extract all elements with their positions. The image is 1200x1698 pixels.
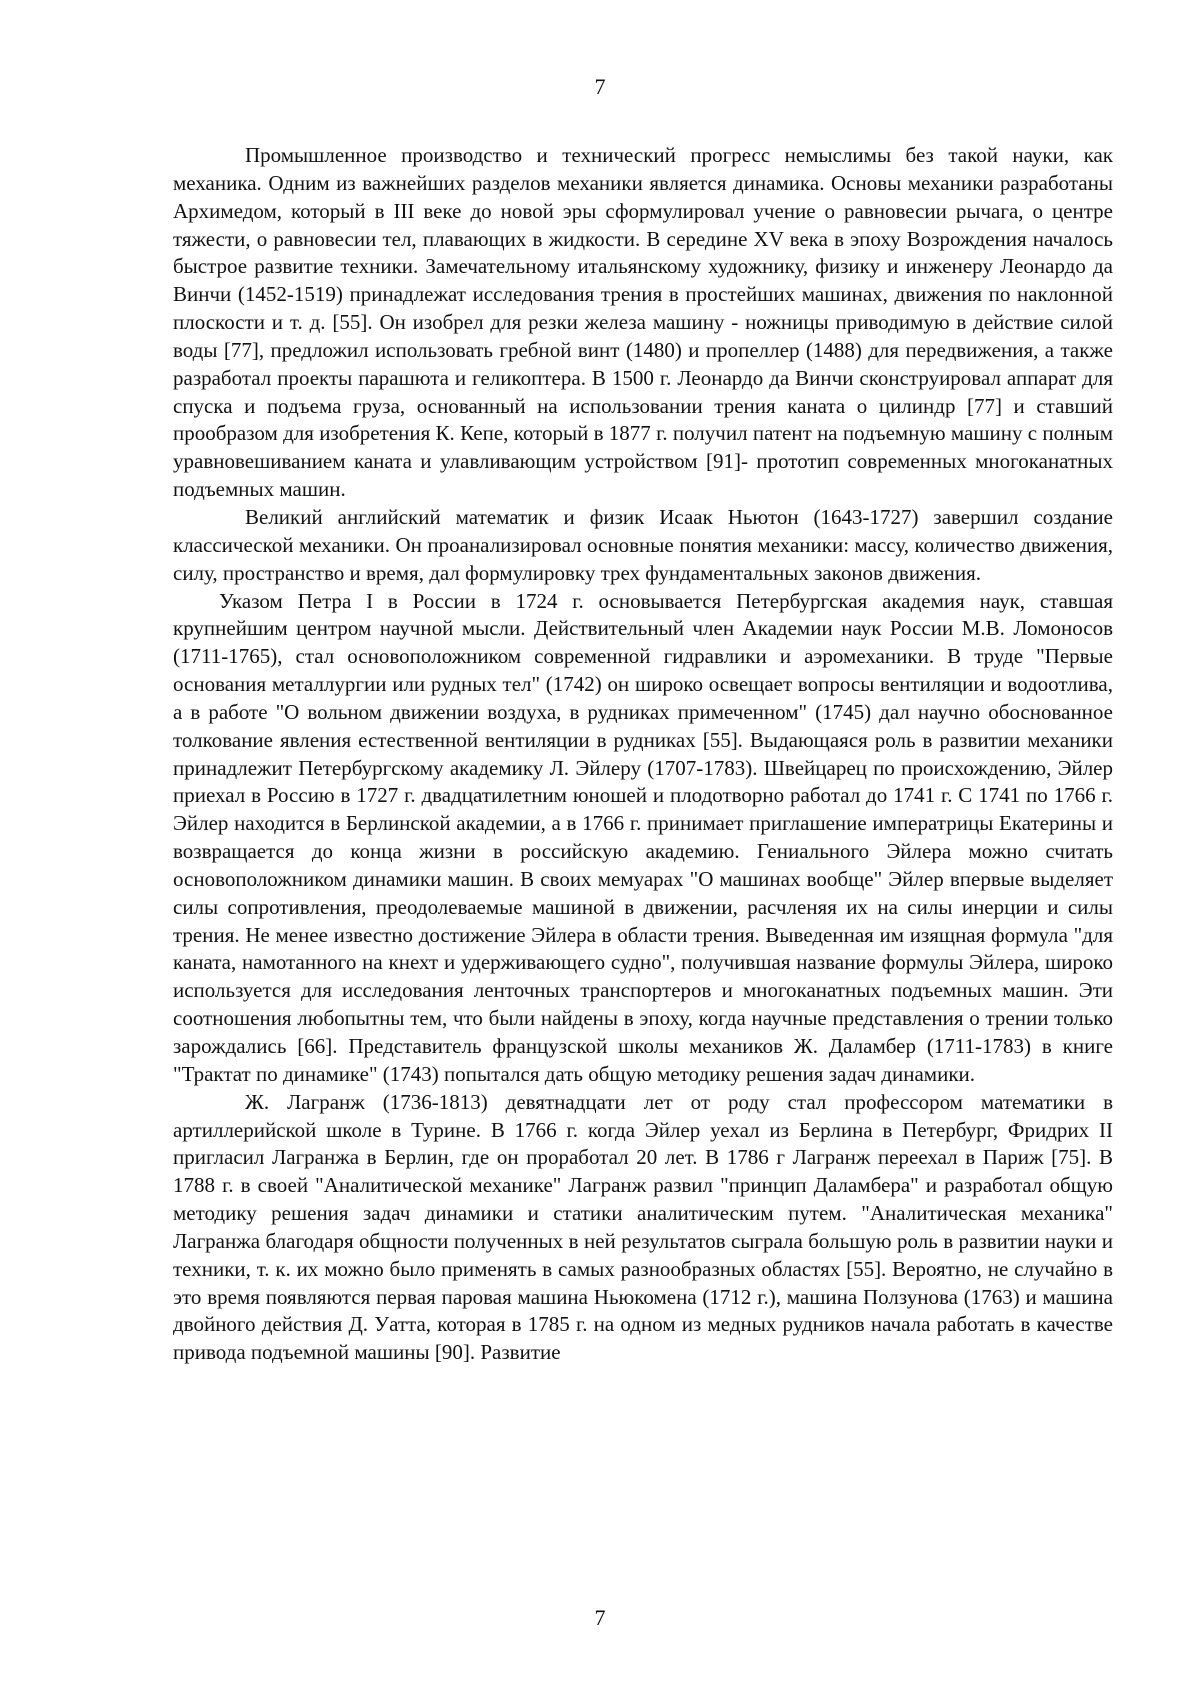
paragraph-mechanics-history: Промышленное производство и технический прогресс немыслимы без такой науки, как механика. Одним из важнейших разделов механики является динамика. Основы механики разработаны Архимедом, который в III веке до новой эры сформулировал учение о равновесии рычага, о центре тяжести, о равновесии тел, плавающих в жидкости. В середине XV века в эпоху Возрождения началось быстрое развитие техники. Замечательному итальянскому художнику, физику и инженеру Леонардо да Винчи (1452-1519) принадлежат исследования трения в простейших машинах, движения по наклонной плоскости и т. д. [55]. Он изобрел для резки железа машину - ножницы приводимую в действие силой воды [77], предложил использовать гребной винт (1480) и пропеллер (1488) для передвижения, а также разработал проекты парашюта и геликоптера. В 1500 г. Леонардо да Винчи сконструировал аппарат для спуска и подъема груза, основанный на использовании трения каната о цилиндр [77] и ставший прообразом для изобретения К. Кепе, который в 1877 г. получил патент на подъемную машину с полным уравновешиванием каната и улавливающим устройством [91]- прототип современных многоканатных подъемных машин. xyxy=(173,143,1113,502)
document-body xyxy=(173,142,1113,1367)
paragraph-lagrange: Ж. Лагранж (1736-1813) девятнадцати лет от роду стал профессором математики в артиллерийской школе в Турине. В 1766 г. когда Эйлер уехал из Берлина в Петербург, Фридрих II пригласил Лагранжа в Берлин, где он проработал 20 лет. В 1786 г Лагранж переехал в Париж [75]. В 1788 г. в своей "Аналитической механике" Лагранж развил "принцип Даламбера" и разработал общую методику решения задач динамики и статики аналитическим путем. "Аналитическая механика" Лагранжа благодаря общности полученных в ней результатов сыграла большую роль в развитии науки и техники, т. к. их можно было применять в самых разнообразных областях [55]. Вероятно, не случайно в это время появляются первая паровая машина Ньюкомена (1712 г.), машина Ползунова (1763) и машина двойного действия Д. Уатта, которая в 1785 г. на одном из медных рудников начала работать в качестве привода подъемной машины [90]. Развитие xyxy=(173,1089,1113,1365)
paragraph-newton: Великий английский математик и физик Исаак Ньютон (1643-1727) завершил создание классической механики. Он проанализировал основные понятия механики: массу, количество движения, силу, пространство и время, дал формулировку трех фундаментальных законов движения. xyxy=(173,504,1113,585)
page-number-bottom: 7 xyxy=(594,1605,606,1630)
paragraph-russian-academy: Указом Петра I в России в 1724 г. основывается Петербургская академия наук, ставшая крупнейшим центром научной мысли. Действительный член Академии наук России М.В. Ломоносов (1711-1765), стал основоположником современной гидравлики и аэромеханики. В труде "Первые основания металлургии или рудных тел" (1742) он широко освещает вопросы вентиляции и водоотлива, а в работе "О вольном движении воздуха, в рудниках примеченном" (1745) дал научно обоснованное толкование явления естественной вентиляции в рудниках [55]. Выдающаяся роль в развитии механики принадлежит Петербургскому академику Л. Эйлеру (1707-1783). Швейцарец по происхождению, Эйлер приехал в Россию в 1727 г. двадцатилетним юношей и плодотворно работал до 1741 г. С 1741 по 1766 г. Эйлер находится в Берлинской академии, а в 1766 г. принимает приглашение императрицы Екатерины и возвращается до конца жизни в российскую академию. Гениального Эйлера можно считать основоположником динамики машин. В своих мемуарах "О машинах вообще" Эйлер впервые выделяет силы сопротивления, преодолеваемые машиной в движении, расчленяя их на силы инерции и силы трения. Не менее известно достижение Эйлера в области трения. Выведенная им изящная формула "для каната, намотанного на кнехт и удерживающего судно", получившая название формулы Эйлера, широко используется для исследования ленточных транспортеров и многоканатных подъемных машин. Эти соотношения любопытны тем, что были найдены в эпоху, когда научные представления о трении только зарождались [66]. Представитель французской школы механиков Ж. Даламбер (1711-1783) в книге "Трактат по динамике" (1743) попытался дать общую методику решения задач динамики. xyxy=(173,588,1113,1086)
page-number-top: 7 xyxy=(594,74,606,99)
